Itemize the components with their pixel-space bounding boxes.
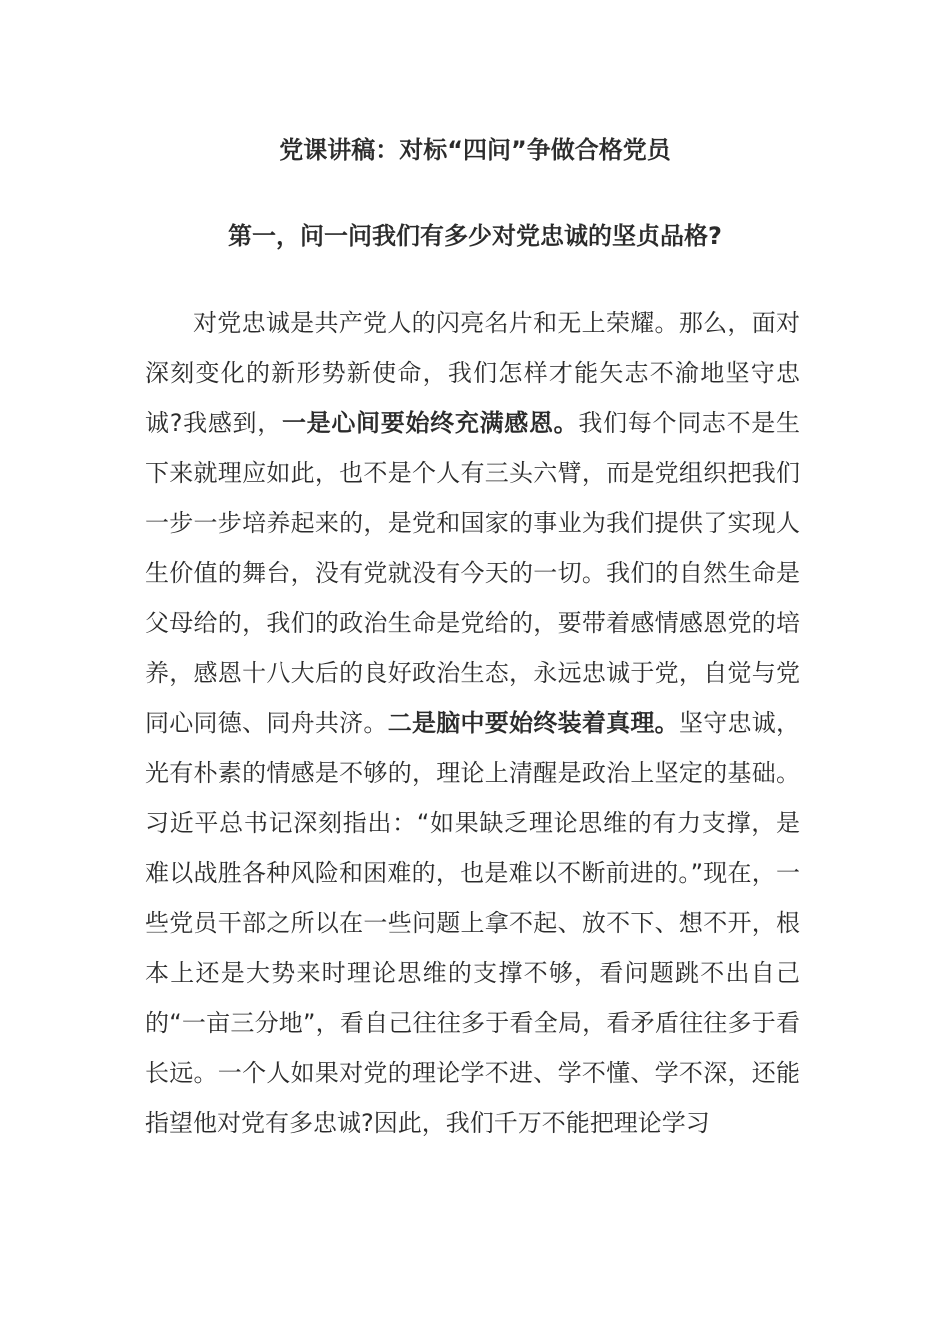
body-paragraph: [145, 298, 800, 1148]
paragraph-text: 我们每个同志不是生下来就理应如此，也不是个人有三头六臂，而是党组织把我们一步一步培养起来的，是党和国家的事业为我们提供了实现人生价值的舞台，没有党就没有今天的一切。我们的自然生命是父母给的，我们的政治生命是党给的，要带着感情感恩党的培养，感恩十八大后的良好政治生态，永远忠诚于党，自觉与党同心同德、同舟共济。: [145, 409, 801, 737]
document-title: 党课讲稿：对标“四问”争做合格党员: [279, 136, 671, 164]
emphasis-point-one: 一是心间要始终充满感恩。: [281, 409, 579, 437]
section-heading: 第一，问一问我们有多少对党忠诚的坚贞品格?: [228, 222, 722, 250]
emphasis-point-two: 二是脑中要始终装着真理。: [387, 709, 679, 737]
paragraph-text: 坚守忠诚，光有朴素的情感是不够的，理论上清醒是政治上坚定的基础。习近平总书记深刻指出：“如果缺乏理论思维的有力支撑，是难以战胜各种风险和困难的，也是难以不断前进的。”现在，一些党员干部之所以在一些问题上拿不起、放不下、想不开，根本上还是大势来时理论思维的支撑不够，看问题跳不出自己的“一亩三分地”，看自己往往多于看全局，看矛盾往往多于看长远。一个人如果对党的理论学不进、学不懂、学不深，还能指望他对党有多忠诚?因此，我们千万不能把理论学习: [145, 709, 801, 1137]
paragraph-text: 对党忠诚是共产党人的闪亮名片和无上荣耀。那么，面对深刻变化的新形势新使命，我们怎样才能矢志不渝地坚守忠诚?我感到，: [145, 309, 800, 437]
